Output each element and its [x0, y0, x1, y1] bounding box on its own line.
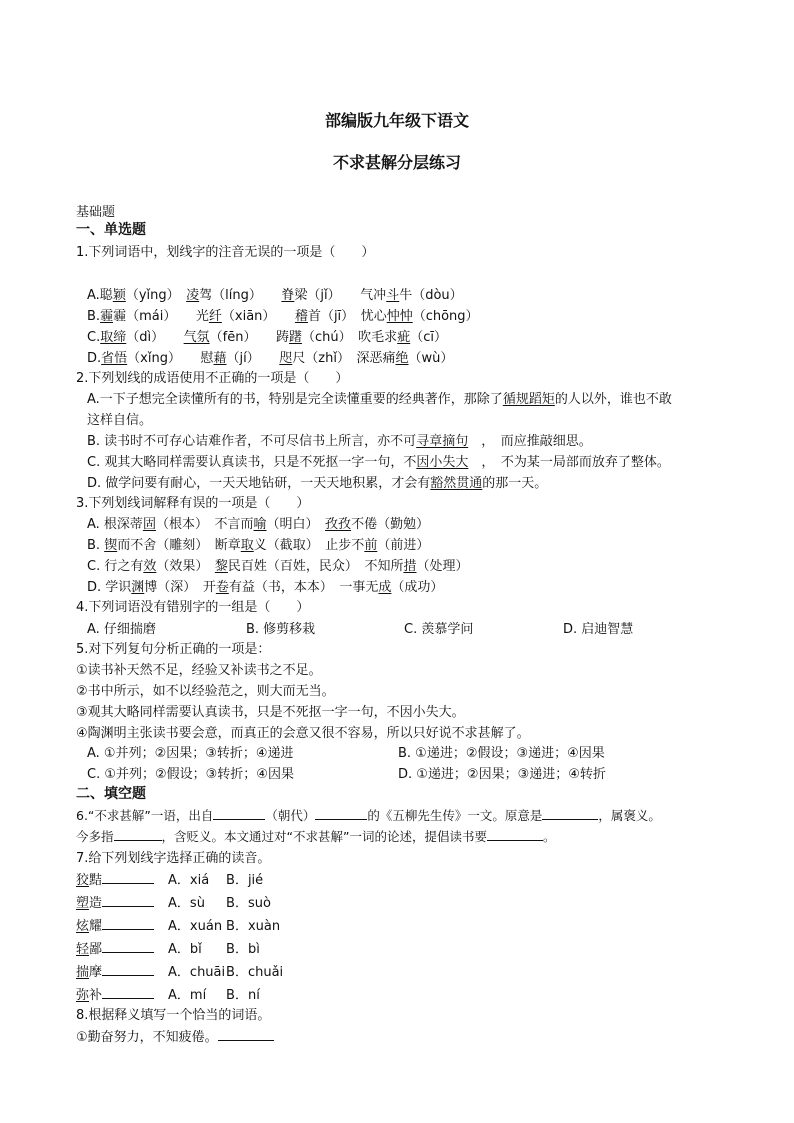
fill-item: ①勤奋努力，不知疲倦。	[76, 1027, 274, 1047]
choice-b[interactable]: B．suò	[226, 896, 271, 911]
choice-b[interactable]: B．chuǎi	[226, 965, 284, 980]
option-d: D. 学识渊博（深） 开卷有益（书，本本） 一事无成（成功）	[87, 580, 444, 595]
sentence-3: ③观其大略同样需要认真读书，只是不死抠一字一句，不因小失大。	[76, 705, 465, 720]
answer-blank[interactable]	[213, 806, 265, 820]
section-heading: 二、填空题	[76, 786, 146, 802]
answer-blank[interactable]	[542, 806, 598, 820]
choice-a[interactable]: A．chuāi	[168, 965, 226, 980]
sentence-4: ④陶渊明主张读书要会意，而真正的会意又很不容易，所以只好说不求甚解了。	[76, 726, 530, 741]
word-char: 炫	[76, 919, 90, 934]
option-d: D.省悟（xǐng） 慰藉（jí） 咫尺（zhǐ） 深恶痛绝（wù）	[87, 351, 454, 366]
sentence-1: ①读书补天然不足，经验又补读书之不足。	[76, 663, 322, 678]
page-title: 部编版九年级下语文	[324, 111, 469, 130]
answer-blank[interactable]	[102, 939, 154, 953]
option-c: C. ①并列；②假设；③转折；④因果	[87, 767, 294, 782]
option-c: C.取缔（dì） 气氛（fēn） 踌躇（chú） 吹毛求疵（cī）	[87, 330, 447, 345]
option-c: C. 观其大略同样需要认真读书，只是不死抠一字一句，不因小失大 ， 不为某一局部而放弃了整体。	[87, 455, 670, 470]
option-d: D. ①递进；②因果；③递进；④转折	[398, 767, 606, 782]
reading-row	[76, 962, 283, 982]
word-char: 造	[89, 896, 103, 911]
option-b: B. 读书时不可存心诘难作者，不可尽信书上所言，亦不可寻章摘句 ， 而应推敲细思。	[87, 434, 592, 449]
reading-row	[76, 893, 271, 913]
word-char: 轻	[76, 942, 90, 957]
option-d: D. 做学问要有耐心，一天天地钻研，一天天地积累，才会有豁然贯通的那一天。	[87, 476, 548, 491]
option-b: B. ①递进；②假设；③递进；④因果	[398, 746, 605, 761]
section-heading: 一、单选题	[76, 222, 146, 238]
question-stem: 7.给下列划线字选择正确的读音。	[76, 851, 271, 866]
word-char: 摩	[89, 965, 103, 980]
answer-blank[interactable]	[114, 827, 162, 841]
option-b: B. 修剪移栽	[246, 622, 316, 637]
reading-row	[76, 916, 280, 936]
word-char: 补	[89, 988, 103, 1003]
word-char: 黠	[89, 873, 103, 888]
word-char: 弥	[76, 988, 90, 1003]
option-c: C. 羡慕学问	[404, 622, 474, 637]
option-b: B.霾霾（mái） 光纤（xiān） 稽首（jī） 忧心忡忡（chōng）	[87, 309, 479, 324]
question-stem: 6.“不求甚解”一语，出自 （朝代） 的《五柳先生传》一文。原意是 ，属褒义。	[76, 808, 661, 823]
option-a: A.一下子想完全读懂所有的书，特别是完全读懂重要的经典著作，那除了循规蹈矩的人以外，谁也不敢	[87, 392, 672, 407]
word-char: 耀	[89, 919, 103, 934]
answer-blank[interactable]	[102, 870, 154, 884]
question-stem: 8.根据释义填写一个恰当的词语。	[76, 1008, 271, 1023]
option-b: B. 锲而不舍（雕刻） 断章取义（截取） 止步不前（前进）	[87, 538, 430, 553]
word-char: 塑	[76, 896, 90, 911]
answer-blank[interactable]	[102, 962, 154, 976]
choice-b[interactable]: B．jié	[226, 873, 264, 888]
question-stem: 4.下列词语没有错别字的一组是（ ）	[76, 600, 310, 615]
choice-b[interactable]: B．bì	[226, 942, 260, 957]
sentence-2: ②书中所示，如不以经验范之，则大而无当。	[76, 684, 335, 699]
question-stem: 3.下列划线词解释有误的一项是（ ）	[76, 496, 310, 511]
reading-row	[76, 939, 260, 959]
choice-a[interactable]: A．mí	[168, 988, 207, 1003]
question-stem-cont: 今多指 ，含贬义。本文通过对“不求甚解”一词的论述，提倡读书要 。	[76, 829, 556, 844]
choice-a[interactable]: A．bǐ	[168, 942, 202, 957]
option-a: A. ①并列；②因果；③转折；④递进	[87, 746, 294, 761]
word-char: 狡	[76, 873, 90, 888]
question-stem: 5.对下列复句分析正确的一项是：	[76, 642, 271, 657]
option-d: D. 启迪智慧	[563, 622, 634, 637]
option-a: A.聪颖（yǐng） 凌驾（líng） 脊梁（jǐ） 气冲斗牛（dòu）	[87, 288, 463, 303]
option-a: A. 仔细揣磨	[87, 622, 156, 637]
answer-blank[interactable]	[315, 806, 367, 820]
choice-b[interactable]: B．ní	[226, 988, 260, 1003]
answer-blank[interactable]	[102, 985, 154, 999]
reading-row	[76, 985, 260, 1005]
answer-blank[interactable]	[102, 893, 154, 907]
question-stem: 2.下列划线的成语使用不正确的一项是（ ）	[76, 371, 349, 386]
choice-a[interactable]: A．xuán	[168, 919, 223, 934]
answer-blank[interactable]	[102, 916, 154, 930]
choice-b[interactable]: B．xuàn	[226, 919, 281, 934]
question-stem: 1.下列词语中，划线字的注音无误的一项是（ ）	[76, 245, 375, 260]
page-subtitle: 不求甚解分层练习	[332, 153, 461, 172]
option-c: C. 行之有效（效果） 黎民百姓（百姓，民众） 不知所措（处理）	[87, 559, 469, 574]
reading-row	[76, 870, 263, 890]
answer-blank[interactable]	[487, 827, 543, 841]
option-a: A. 根深蒂固（根本） 不言而喻（明白） 孜孜不倦（勤勉）	[87, 517, 430, 532]
option-a-cont: 这样自信。	[87, 413, 153, 428]
choice-a[interactable]: A．sù	[168, 896, 205, 911]
word-char: 揣	[76, 965, 90, 980]
answer-blank[interactable]	[218, 1027, 274, 1041]
choice-a[interactable]: A．xiá	[168, 873, 210, 888]
word-char: 鄙	[89, 942, 103, 957]
level-label: 基础题	[76, 205, 116, 220]
